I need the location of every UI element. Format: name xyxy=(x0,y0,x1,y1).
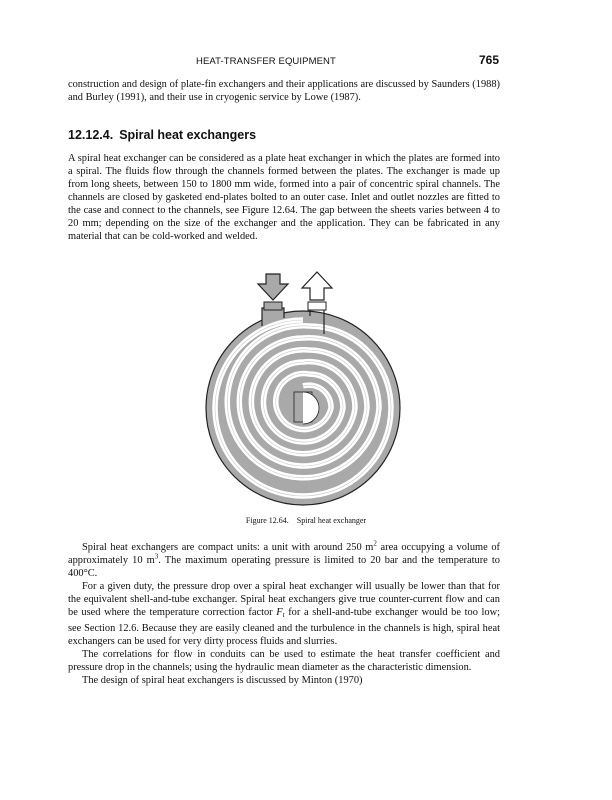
section-heading xyxy=(68,128,256,142)
spiral-body xyxy=(206,311,400,505)
paragraph-4: The correlations for flow in conduits can be used to estimate the heat transfer coefficient and pressure drop in the channels; using the hydraulic mean diameter as the characteristic dimension. xyxy=(68,649,500,673)
paragraph-3: For a given duty, the pressure drop over a spiral heat exchanger will usually be lower than that for the equivalent shell-and-tube exchanger. Spiral heat exchangers give true counter-current flow and can be used where the temperature correction factor $F_t$ for a shell-and-tube exchanger would be too low; see Section 12.6. Because they are easily cleaned and the turbulence in the channels is high, spiral heat exchangers can be used for very dirty process fluids and slurries. xyxy=(68,581,500,647)
spiral-heat-exchanger-figure xyxy=(200,268,410,508)
running-title: HEAT-TRANSFER EQUIPMENT xyxy=(196,56,336,67)
running-header xyxy=(0,52,612,68)
figure-label: Figure 12.64. xyxy=(245,516,289,525)
intro-block xyxy=(68,78,500,104)
outlet-arrow-icon xyxy=(302,272,332,300)
intro-paragraph: construction and design of plate-fin exchangers and their applications are discussed by Saunders (1988) and Burley (1991), and their use in cryogenic service by Lowe (1987). xyxy=(68,79,500,103)
inlet-arrow-icon xyxy=(258,274,288,300)
section-title: Spiral heat exchangers xyxy=(119,128,257,142)
page-number: 765 xyxy=(479,53,500,67)
figure-caption xyxy=(0,516,612,525)
section-body-bottom xyxy=(68,541,500,687)
section-number: 12.12.4. xyxy=(68,128,114,142)
paragraph-2: Spiral heat exchangers are compact units: a unit with around 250 $m^2$ area occupying a volume of approximately 10 $m^3$. The maximum operating pressure is limited to 20 bar and the temperature to 400°C. xyxy=(68,539,500,579)
paragraph-1: A spiral heat exchanger can be considered as a plate heat exchanger in which the plates are formed into a spiral. The fluids flow through the channels formed between the plates. The exchanger is made up from long sheets, between 150 to 1800 mm wide, formed into a pair of concentric spiral channels. The channels are closed by gasketed end-plates bolted to an outer case. Inlet and outlet nozzles are fitted to the case and connect to the channels, see Figure 12.64. The gap between the sheets varies between 4 to 20 mm; depending on the size of the exchanger and the application. They can be fabricated in any material that can be cold-worked and welded. xyxy=(68,153,500,242)
paragraph-5: The design of spiral heat exchangers is discussed by Minton (1970) xyxy=(82,675,363,686)
section-body-top xyxy=(68,152,500,243)
figure-title: Spiral heat exchanger xyxy=(296,516,367,525)
